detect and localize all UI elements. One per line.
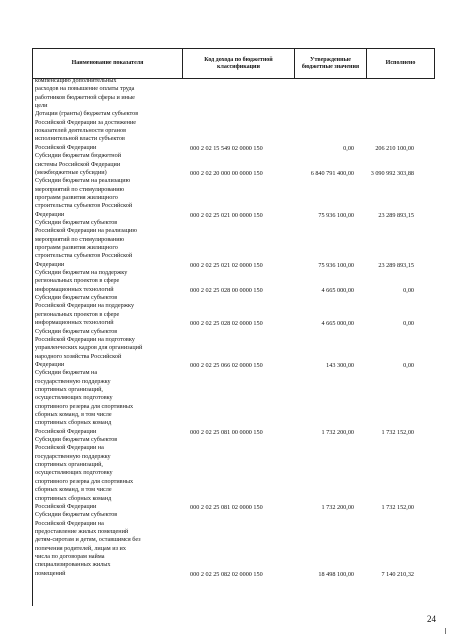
row-name-line: Российской Федерации на [35, 519, 104, 527]
row-name-line: Федерации [35, 210, 65, 218]
row-name-line: Российской Федерации [35, 143, 97, 151]
row-name-line: расходов на повышение оплаты труда [35, 85, 135, 93]
row-approved: 75 936 100,00 [318, 211, 354, 219]
row-name-line: Субсидии бюджетам субъектов [35, 511, 118, 519]
row-name-line: программ развития жилищного [35, 193, 118, 201]
header-code: Код дохода по бюджетной классификации [183, 49, 295, 79]
row-name-line: Субсидии бюджетам субъектов [35, 436, 118, 444]
row-approved: 18 498 100,00 [318, 570, 354, 578]
row-name-line: мероприятий по стимулированию [35, 235, 125, 243]
row-executed: 3 090 992 303,88 [370, 169, 414, 177]
row-name-line: попечения родителей, лицам из их [35, 544, 126, 552]
row-name-line: спортивного резерва для спортивных [35, 477, 134, 485]
row-name-line: (межбюджетные субсидии) [35, 168, 107, 176]
row-name-line: сборных команд, в том числе [35, 486, 112, 494]
row-approved: 0,00 [343, 144, 354, 152]
row-name-line: государственную поддержку [35, 377, 111, 385]
row-code: 000 2 02 25 082 02 0000 150 [190, 570, 263, 578]
row-name-line: спортивных организаций, [35, 461, 103, 469]
row-executed: 206 210 100,00 [375, 144, 414, 152]
table-left-border [32, 78, 33, 606]
row-name-line: строительства субъектов Российской [35, 202, 133, 210]
row-name-line: региональных проектов в сфере [35, 310, 120, 318]
row-name-line: специализированных жилых [35, 561, 111, 569]
row-name-line: строительства субъектов Российской [35, 252, 133, 260]
scan-edge-mark [445, 628, 446, 634]
row-name-line: осуществляющих подготовку [35, 394, 113, 402]
row-code: 000 2 02 20 000 00 0000 150 [190, 169, 263, 177]
row-name-line: Субсидии бюджетам субъектов [35, 327, 118, 335]
row-name-line: Дотации (гранты) бюджетам субъектов [35, 110, 139, 118]
row-name-line: управленческих кадров для организаций [35, 344, 143, 352]
row-name-line: Российской Федерации на подготовку [35, 335, 135, 343]
row-name-line: компенсацию дополнительных [35, 77, 117, 84]
row-name-line: информационных технологий [35, 319, 114, 327]
row-name-line: Российской Федерации [35, 427, 97, 435]
row-code: 000 2 02 25 028 00 0000 150 [190, 286, 263, 294]
row-name-line: детям-сиротам и детям, оставшимся без [35, 536, 141, 544]
row-name-line: спортивного резерва для спортивных [35, 402, 134, 410]
row-name-line: осуществляющих подготовку [35, 469, 113, 477]
row-name-line: показателей деятельности органов [35, 127, 127, 135]
row-executed: 1 732 152,00 [381, 428, 414, 436]
row-name-line: мероприятий по стимулированию [35, 185, 125, 193]
row-approved: 6 840 791 400,00 [310, 169, 354, 177]
header-name: Наименование показателя [33, 49, 183, 79]
row-name-line: Российской Федерации на реализацию [35, 227, 137, 235]
row-executed: 1 732 152,00 [381, 503, 414, 511]
row-name-line: Российской Федерации за достижение [35, 118, 137, 126]
row-name-line: системы Российской Федерации [35, 160, 121, 168]
row-code: 000 2 02 25 081 02 0000 150 [190, 503, 263, 511]
row-code: 000 2 02 15 549 02 0000 150 [190, 144, 263, 152]
row-approved: 1 732 200,00 [321, 503, 354, 511]
row-name-line: работников бюджетной сферы и иные [35, 93, 135, 101]
header-approved: Утвержденные бюджетные значения [295, 49, 367, 79]
header-executed: Исполнено [367, 49, 435, 79]
row-approved: 4 665 000,00 [321, 320, 354, 328]
row-code: 000 2 02 25 066 02 0000 150 [190, 361, 263, 369]
row-name-line: народного хозяйства Российской [35, 352, 122, 360]
row-name-line: числа по договорам найма [35, 552, 105, 560]
row-approved: 1 732 200,00 [321, 428, 354, 436]
table-header [32, 48, 435, 79]
row-name-line: сборных команд, в том числе [35, 411, 112, 418]
row-code: 000 2 02 25 021 02 0000 150 [190, 261, 263, 269]
row-name-line: программ развития жилищного [35, 244, 118, 251]
page-number: 24 [427, 614, 436, 624]
row-name-line: Субсидии бюджетам бюджетной [35, 152, 122, 160]
row-name-line: региональных проектов в сфере [35, 277, 120, 285]
row-name-line: Федерации [35, 360, 65, 368]
row-name-line: спортивных сборных команд [35, 419, 112, 427]
row-name-line: Субсидии бюджетам субъектов [35, 218, 118, 226]
row-name-line: Российской Федерации на [35, 444, 104, 452]
row-name-line: государственную поддержку [35, 452, 111, 460]
row-name-line: помещений [35, 569, 66, 577]
row-name-line: Субсидии бюджетам субъектов [35, 294, 118, 302]
row-name-line: Федерации [35, 260, 65, 268]
row-name-line: цели [35, 102, 48, 110]
row-code: 000 2 02 25 081 00 0000 150 [190, 428, 263, 436]
row-name-line: Российской Федерации [35, 502, 97, 510]
row-executed: 23 289 893,15 [378, 211, 414, 219]
row-name-line: информационных технологий [35, 285, 114, 293]
row-name-line: Российской Федерации на поддержку [35, 302, 135, 310]
row-name-line: предоставление жилых помещений [35, 527, 129, 535]
row-name-line: исполнительной власти субъектов [35, 135, 125, 143]
row-executed: 0,00 [403, 361, 414, 369]
row-code: 000 2 02 25 021 00 0000 150 [190, 211, 263, 219]
row-executed: 7 140 210,32 [381, 570, 414, 578]
row-name-line: спортивных сборных команд [35, 494, 112, 502]
row-approved: 75 936 100,00 [318, 261, 354, 269]
row-executed: 0,00 [403, 320, 414, 328]
row-code: 000 2 02 25 028 02 0000 150 [190, 320, 263, 328]
row-name-line: Субсидии бюджетам на поддержку [35, 269, 128, 277]
row-approved: 4 665 000,00 [321, 286, 354, 294]
row-executed: 23 289 893,15 [378, 261, 414, 269]
row-name-line: Субсидии бюджетам на [35, 369, 98, 377]
row-name-line: Субсидии бюджетам на реализацию [35, 177, 131, 185]
row-name-line: спортивных организаций, [35, 385, 103, 393]
row-executed: 0,00 [403, 286, 414, 294]
row-approved: 143 300,00 [326, 361, 354, 369]
